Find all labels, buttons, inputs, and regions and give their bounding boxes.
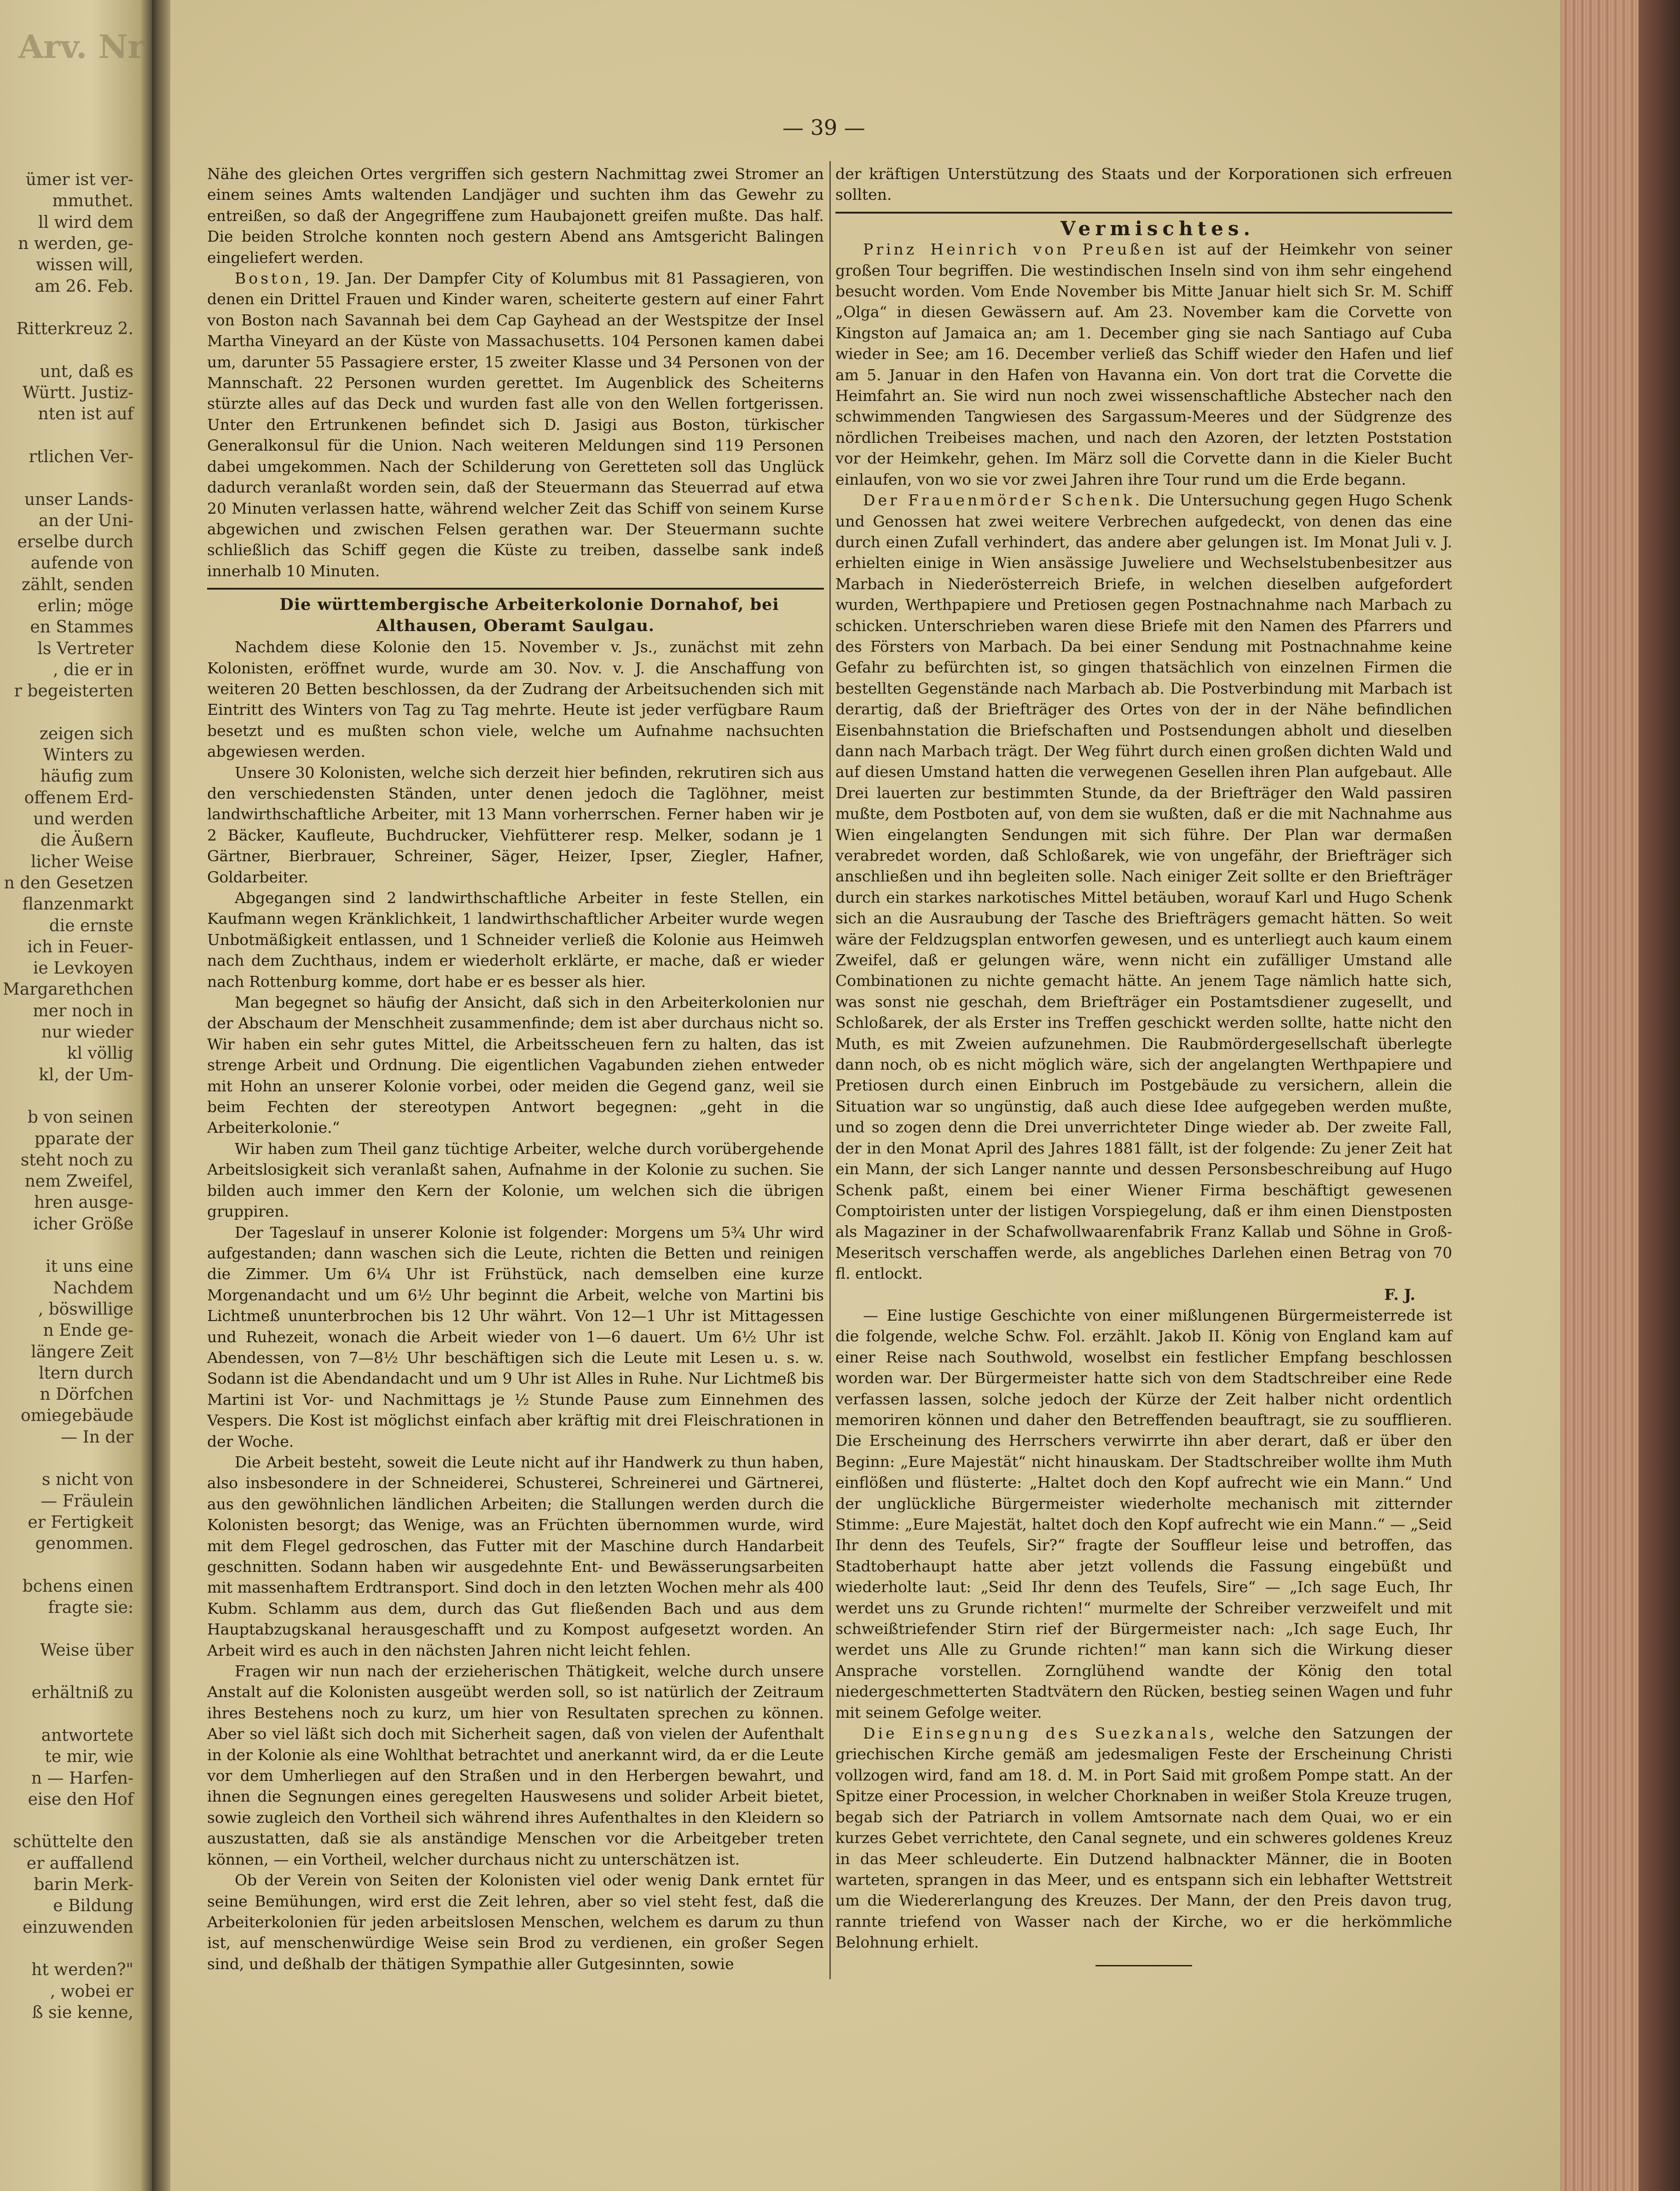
article-paragraph: Prinz Heinrich von Preußen ist auf der Heimkehr von seiner großen Tour begriffen. Die westindischen Inseln sind von ihm sehr eingehend besucht worden. Vom Ende November bis Mitte Januar hielt sich Sr. M. Schiff „Olga“ in diesen Gewässern auf. Am 23. November kam die Corvette von Kingston auf Jamaica an; am 1. December ging sie nach Santiago auf Cuba wieder in See; am 16. December verließ das Schiff wieder den Hafen und lief am 5. Januar in den Hafen von Havanna ein. Von dort trat die Corvette die Heimfahrt an. Sie wird nun noch zwei wissenschaftliche Abstecher nach den schwimmenden Tangwiesen des Sargassum-Meeres und der Südgrenze des nördlichen Treibeises machen, und nach den Azoren, der letzten Poststation vor der Heimkehr, gehen. Im März soll die Corvette dann in die Kieler Bucht einlaufen, von wo sie vor zwei Jahren ihre Tour rund um die Erde begann. [835,240,1452,488]
section-rule [835,212,1452,214]
previous-page-line: offenem Erd- [24,788,133,807]
previous-page-line: antwortete [41,1726,133,1745]
previous-page-line: r begeisterten [14,682,133,701]
article-lead: Die Einsegnung des Suezkanals [863,1724,1210,1743]
previous-page-line: s nicht von [41,1470,133,1490]
article-paragraph: Nähe des gleichen Ortes vergriffen sich gestern Nachmittag zwei Stromer an einem seines Amts waltenden Landjäger und suchten ihm das Gewehr zu entreißen, so daß der Angegriffene zum Haubajonett greifen mußte. Das half. Die beiden Strolche konnten noch gestern Abend ans Amtsgericht Balingen eingeliefert werden. [207,165,824,267]
previous-page-line: Weise über [40,1640,133,1660]
previous-page-line: erhältniß zu [31,1683,133,1703]
previous-page-line: Nachdem [53,1278,133,1298]
previous-page-line: — Fräulein [41,1491,133,1511]
previous-page-line: icher Größe [33,1214,133,1234]
previous-page-line: schüttelte den [13,1832,133,1852]
previous-page-line: wissen will, [35,255,133,275]
previous-page-line: en Stammes [30,618,133,637]
page-number: — 39 — [782,115,865,140]
previous-page-line: te mir, wie [45,1747,133,1767]
previous-page-line: er Fertigkeit [28,1513,133,1532]
previous-page-line: ß sie kenne, [32,2003,133,2022]
left-column [207,163,824,1974]
article-rule [207,588,824,590]
previous-page-line: e Bildung [53,1896,133,1916]
previous-page-line: häufig zum [40,767,133,786]
previous-page-line: am 26. Feb. [35,277,133,296]
previous-page-line: ht werden?" [31,1960,133,1980]
previous-page-line: Ritterkreuz 2. [16,319,133,339]
previous-page-line: erselbe durch [17,533,133,552]
previous-page-line: it uns eine [45,1257,133,1276]
article-paragraph: Der Frauenmörder Schenk. Die Untersuchung gegen Hugo Schenk und Genossen hat zwei weitere Verbrechen aufgedeckt, von denen das eine durch einen Zufall verhindert, das andere aber gelungen ist. Im Monat Juli v. J. erhielten einige in Wien ansässige Juweliere und Wechselstubenbesitzer aus Marbach in Niederösterreich Briefe, in welchen dieselben aufgefordert wurden, Werthpapiere und Pretiosen gegen Postnachnahme nach Marbach zu schicken. Unterschrieben waren diese Briefe mit den Namen des Pfarrers und des Försters von Marbach. Da bei einer Sendung mit Postnachnahme keine Gefahr zu befürchten ist, so gingen thatsächlich von einzelnen Firmen die bestellten Gegenstände nach Marbach ab. Die Postverbindung mit Marbach ist derartig, daß der Briefträger des Ortes von der in der Nähe befindlichen Eisenbahnstation die Briefschaften und Postsendungen abholt und dieselben dann nach Marbach trägt. Der Weg führt durch einen großen dichten Wald und auf diesen Umstand hatten die verwegenen Gesellen ihren Plan aufgebaut. Alle Drei lauerten zur bestimmten Stunde, da der Briefträger den Wald passiren mußte, dem Postboten auf, von dem sie wußten, daß er die mit Nachnahme aus Wien eingelangten Sendungen mit sich führe. Der Plan war dermaßen verabredet worden, daß Schloßarek, wie von ungefähr, der Briefträger sich anschließen und ihn begleiten solle. Nach einiger Zeit sollte er den Briefträger durch ein starkes narkotisches Mittel betäuben, worauf Karl und Hugo Schenk sich an die Ausraubung der Tasche des Briefträgers gemacht hätten. So weit wäre der Feldzugsplan entworfen gewesen, und es unterliegt auch kaum einem Zweifel, daß er gelungen wäre, wenn nicht ein zufälliger Umstand alle Combinationen zu nichte gemacht hätte. An jenem Tage nämlich hatte sich, was sonst nie geschah, dem Briefträger ein Postamtsdiener zugesellt, und Schloßarek, der als Erster ins Treffen geschickt werden sollte, hatte nicht den Muth, es mit Zweien aufzunehmen. Die Raubmördergesellschaft überlegte dann noch, ob es nicht möglich wäre, sich der angelangten Werthpapiere und Pretiosen durch einen Einbruch im Postgebäude zu versichern, allein die Situation war so ungünstig, daß auch diese Idee aufgegeben werden mußte, und so zogen denn die Drei unverrichteter Dinge wieder ab. Der zweite Fall, der in den Monat April des Jahres 1881 fällt, ist der folgende: Zu jener Zeit hat ein Mann, der sich Langer nannte und dessen Personsbeschreibung auf Hugo Schenk paßt, einem bei einer Wiener Firma beschäftigt gewesenen Comptoiristen unter der listigen Vorspiegelung, daß er ihm einen Dienstposten als Magaziner in der Schafwollwaarenfabrik Franz Kallab und Söhne in Groß-Meseritsch verschaffen werde, als angebliches Darlehen einen Betrag von 70 fl. entlockt. [835,491,1452,1283]
article-lead: Der Frauenmörder Schenk. [863,491,1143,510]
previous-page-line: mer noch in [33,1001,133,1020]
previous-page-line: längere Zeit [31,1342,133,1362]
previous-page-line: genommen. [35,1534,133,1553]
article-paragraph: Fragen wir nun nach der erzieherischen Thätigkeit, welche durch unsere Anstalt auf die Kolonisten ausgeübt werden soll, so ist natürlich der Zeitraum ihres Bestehens noch zu kurz, um hier von Resultaten sprechen zu können. Aber so viel läßt sich doch mit Sicherheit sagen, daß von vielen der Aufenthalt in der Kolonie als eine Wohlthat betrachtet und anerkannt wird, da er die Leute vor dem Umherliegen auf den Straßen und in den Herbergen bewahrt, und ihnen die Segnungen eines geregelten Hauswesens und solider Arbeit bietet, sowie zugleich den Vortheil sich während ihres Aufenthaltes in den Kleidern so auszustatten, daß sie als anständige Menschen vor die Arbeitgeber treten können, — ein Vortheil, welcher durchaus nicht zu unterschätzen ist. [207,1662,824,1868]
previous-page-line: einzuwenden [23,1918,133,1937]
article-paragraph: Man begegnet so häufig der Ansicht, daß sich in den Arbeiterkolonien nur der Abschaum der Menschheit zusammenfinde; dem ist aber durchaus nicht so. Wir haben ein sehr gutes Mittel, die Arbeitsscheuen fern zu halten, das ist strenge Arbeit und Ordnung. Die eigentlichen Vagabunden ziehen entweder mit Hohn an unserer Kolonie vorbei, oder meiden die Gegend ganz, weil sie beim Fechten der stereotypen Antwort begegnen: „geht in die Arbeiterkolonie.“ [207,993,824,1137]
previous-page-line: n Ende ge- [43,1321,133,1340]
article-paragraph: Die Einsegnung des Suezkanals, welche den Satzungen der griechischen Kirche gemäß am jedesmaligen Feste der Erscheinung Christi vollzogen wird, fand am 18. d. M. in Port Said mit großem Pompe statt. An der Spitze einer Procession, in welcher Chorknaben in weißer Stola Kreuze trugen, begab sich der Patriarch in vollem Amtsornate nach dem Quai, wo er ein kurzes Gebet verrichtete, den Canal segnete, und ein schweres goldenes Kreuz in das Meer schleuderte. Ein Dutzend halbnackter Männer, die in Booten warteten, sprangen in das Meer, und es entspann sich ein lebhafter Wettstreit um die Wiedererlangung des Kreuzes. Der Mann, der den Preis davon trug, rannte triefend von Wasser nach der Kirche, wo er die herkömmliche Belohnung erhielt. [835,1724,1452,1952]
article-headline: Die württembergische Arbeiterkolonie Dornahof, bei Althausen, Oberamt Saulgau. [279,595,779,636]
previous-page-line: n werden, ge- [18,234,133,253]
previous-page-line: hren ausge- [34,1193,133,1212]
previous-page-line: mmuthet. [52,191,133,211]
previous-page-line: n Dörfchen [40,1385,133,1404]
author-signature: F. J. [1384,1285,1415,1304]
previous-page-line: omiegebäude [20,1406,133,1426]
previous-page-line: kl, der Um- [39,1065,133,1084]
article-paragraph: Boston, 19. Jan. Der Dampfer City of Kolumbus mit 81 Passagieren, von denen ein Drittel Frauen und Kinder waren, scheiterte gestern auf einer Fahrt von Boston nach Savannah bei dem Cap Gayhead an der Westspitze der Insel Martha Vineyard an der Küste von Massachusetts. 104 Personen kamen dabei um, darunter 55 Passagiere erster, 15 zweiter Klasse und 34 Personen von der Mannschaft. 22 Personen wurden gerettet. Im Augenblick des Scheiterns stürzte alles auf das Deck und wurden fast alle von den Wellen fortgerissen. Unter den Ertrunkenen befindet sich D. Jasigi aus Boston, türkischer Generalkonsul für die Union. Nach weiteren Meldungen sind 119 Personen dabei umgekommen. Nach der Schilderung von Geretteten soll das Unglück dadurch veranlaßt worden sein, daß der Steuermann das Steuerrad auf etwa 20 Minuten verlassen hatte, während welcher Zeit das Schiff von seinem Kurse abgewichen und zwischen Felsen gerathen war. Der Steuermann suchte schließlich das Schiff gegen die Küste zu treiben, dasselbe sank indeß innerhalb 10 Minuten. [207,269,824,580]
previous-page-line: ich in Feuer- [27,937,133,956]
previous-page-line: ltern durch [39,1363,133,1383]
previous-page-line: zählt, senden [22,575,133,594]
previous-page-line: eise den Hof [28,1790,133,1809]
previous-page-line: zeigen sich [39,724,133,743]
previous-page-edge [0,0,152,2191]
book-cover-edge [1639,0,1680,2191]
previous-page-line: pparate der [35,1129,133,1148]
article-paragraph: Der Tageslauf in unserer Kolonie ist folgender: Morgens um 5¾ Uhr wird aufgestanden; dann waschen sich die Leute, richten die Betten und reinigen die Zimmer. Um 6¼ Uhr ist Frühstück, nach demselben eine kurze Morgenandacht und um 6½ Uhr beginnt die Arbeit, welche von Martini bis Lichtmeß ununterbrochen bis 12 Uhr währt. Von 12—1 Uhr ist Mittagessen und Ruhezeit, wonach die Arbeit wieder von 1—6 dauert. Um 6½ Uhr ist Abendessen, von 7—8½ Uhr beschäftigen sich die Leute mit Lesen u. s. w. Sodann ist die Abendandacht und um 9 Uhr ist Alles in Ruhe. Nur Lichtmeß bis Martini ist Vor- und Nachmittags je ½ Stunde Pause zum Einnehmen des Vespers. Die Kost ist möglichst einfach aber kräftig mit drei Fleischrationen in der Woche. [207,1223,824,1450]
previous-page-line: , wobei er [50,1982,133,2001]
article-paragraph: Nachdem diese Kolonie den 15. November v. Js., zunächst mit zehn Kolonisten, eröffnet wurde, wurde am 30. Nov. v. J. die Anschaffung von weiteren 20 Betten beschlossen, da der Zudrang der Arbeitsuchenden sich mit Eintritt des Winters von Tag zu Tag mehrte. Heute ist jeder verfügbare Raum besetzt und es mußten schon viele, welche um Aufnahme nachsuchten abgewiesen werden. [207,638,824,761]
dateline: Boston [235,269,305,288]
previous-page-line: rtlichen Ver- [29,447,133,466]
article-paragraph: — Eine lustige Geschichte von einer mißlungenen Bürgermeisterrede ist die folgende, welche Schw. Fol. erzählt. Jakob II. König von England kam auf einer Reise nach Southwold, woselbst ein festlicher Empfang beschlossen worden war. Der Bürgermeister hatte sich von dem Stadtschreiber eine Rede verfassen lassen, solche jedoch der Kürze der Zeit halber nicht ordentlich memoriren können und daher den Betreffenden beauftragt, sie zu soufflieren. Die Erscheinung des Herrschers verwirrte ihn aber derart, daß er über den Beginn: „Eure Majestät“ nicht hinauskam. Der Stadtschreiber wollte ihm Muth einflößen und flüsterte: „Haltet doch den Kopf aufrecht wie ein Mann.“ Und der unglückliche Bürgermeister wiederholte mechanisch mit zitternder Stimme: „Eure Majestät, haltet doch den Kopf aufrecht wie ein Mann.“ — „Seid Ihr denn des Teufels, Sir?“ fragte der Souffleur leise und betroffen, das Stadtoberhaupt hatte aber jetzt vollends die Fassung eingebüßt und wiederholte laut: „Seid Ihr denn des Teufels, Sire“ — „Ich sage Euch, Ihr werdet uns zu Grunde richten!“ murmelte der Schreiber verzweifelt und mit schweißtriefender Stirn rief der Bürgermeister nach: „Ich sage Euch, Ihr werdet uns Alle zu Grunde richten!“ man kann sich die Wirkung dieser Ansprache vorstellen. Zornglühend wandte der König den total niedergeschmetterten Stadtvätern den Rücken, bestieg seinen Wagen und fuhr mit seinem Gefolge weiter. [835,1306,1452,1722]
previous-page-line: nten ist auf [38,405,133,424]
article-paragraph: der kräftigen Unterstützung des Staats und der Korporationen sich erfreuen sollten. [835,165,1452,204]
previous-page-line: ümer ist ver- [25,170,133,189]
previous-page-line: die ernste [49,916,133,935]
previous-page-line: unt, daß es [40,362,133,381]
previous-page-line: Margarethchen [2,980,133,999]
previous-page-line: ie Levkoyen [33,959,133,978]
previous-page-line: steht noch zu [20,1150,133,1170]
previous-page-line: n den Gesetzen [4,873,133,893]
previous-page-line: die Äußern [40,831,133,850]
right-column [835,163,1452,1966]
article-paragraph: Ob der Verein von Seiten der Kolonisten viel oder wenig Dank erntet für seine Bemühungen, wird erst die Zeit lehren, aber so viel steht fest, daß die Arbeiterkolonien für jeden arbeitslosen Menschen, welchem es darum zu thun ist, auf menschenwürdige Weise sein Brod zu verdienen, ein großer Segen sind, und deßhalb der thätigen Sympathie aller Gutgesinnten, sowie [207,1871,824,1973]
previous-page-line: nem Zweifel, [24,1172,133,1191]
previous-page-line: ls Vertreter [37,639,133,658]
article-paragraph: Abgegangen sind 2 landwirthschaftliche Arbeiter in feste Stellen, ein Kaufmann wegen Kränklichkeit, 1 landwirthschaftlicher Arbeiter wurde wegen Unbotmäßigkeit entlassen, und 1 Schneider verließ die Kolonie aus Heimweh nach dem Zuchthaus, indem er wiederholt erklärte, er mache, daß er wieder nach Rottenburg komme, dort habe er es besser als hier. [207,889,824,991]
article-lead: Prinz Heinrich von Preußen [863,240,1167,259]
previous-page-line: unser Lands- [24,490,133,509]
previous-page-line: an der Uni- [38,511,133,530]
previous-page-line: — In der [61,1427,133,1447]
previous-page-line: Württ. Justiz- [23,383,133,402]
previous-page-line: barin Merk- [34,1875,133,1894]
end-rule [1095,1965,1192,1966]
previous-page-line: bchens einen [22,1577,133,1596]
previous-page-line: aufende von [30,554,133,573]
previous-page-line: , böswillige [38,1299,133,1319]
previous-page-line: Winters zu [43,746,133,765]
previous-page-line: licher Weise [31,852,133,871]
article-paragraph: Wir haben zum Theil ganz tüchtige Arbeiter, welche durch vorübergehende Arbeitslosigkeit sich veranlaßt sahen, Aufnahme in der Kolonie zu suchen. Sie bilden auch immer den Kern der Kolonie, um welchen sich die übrigen gruppiren. [207,1139,824,1221]
previous-page-line: er auffallend [26,1854,133,1873]
article-paragraph: Unsere 30 Kolonisten, welche sich derzeit hier befinden, rekrutiren sich aus den verschiedensten Ständen, unter denen jedoch die Taglöhner, meist landwirthschaftliche Arbeiter, mit 13 Mann vorherrschen. Ferner haben wir je 2 Bäcker, Kaufleute, Buchdrucker, Viehfütterer resp. Melker, sodann je 1 Gärtner, Bierbrauer, Schreiner, Säger, Heizer, Ipser, Ziegler, Hafner, Goldarbeiter. [207,763,824,886]
previous-page-line: b von seinen [27,1108,133,1127]
section-title: Vermischtes. [1060,217,1255,240]
previous-page-line: flanzenmarkt [22,895,133,914]
book-gutter [152,0,170,2191]
previous-page-line: und werden [33,810,133,829]
previous-page-line: nur wieder [41,1023,133,1042]
article-paragraph: Die Arbeit besteht, soweit die Leute nicht auf ihr Handwerk zu thun haben, also insbesondere in der Schneiderei, Schusterei, Schreinerei und Gärtnerei, aus den gewöhnlichen ländlichen Arbeiten; die Stallungen werden durch die Kolonisten besorgt; das Wenige, was an Früchten übernommen wurde, wird mit dem Flegel gedroschen, das Futter mit der Maschine durch Handarbeit geschnitten. Sodann haben wir ausgedehnte Ent- und Bewässerungsarbeiten mit massenhaftem Erdtransport. Sind doch in den letzten Wochen mehr als 400 Kubm. Schlamm aus dem, durch das Gut fließenden Bach und aus dem Hauptabzugskanal herausgeschafft und zu Kompost aufgesetzt worden. An Arbeit wird es auch in den nächsten Jahren nicht leicht fehlen. [207,1453,824,1659]
previous-page-line: n — Harfen- [31,1768,133,1788]
previous-page-line: ll wird dem [38,213,133,232]
previous-page-header: Arv. Nr [18,28,145,66]
previous-page-line: kl völlig [67,1044,133,1063]
previous-page-line: erlin; möge [37,597,133,615]
column-divider [829,161,831,1979]
previous-page-line: fragte sie: [48,1598,133,1617]
previous-page-line: , die er in [53,660,133,679]
